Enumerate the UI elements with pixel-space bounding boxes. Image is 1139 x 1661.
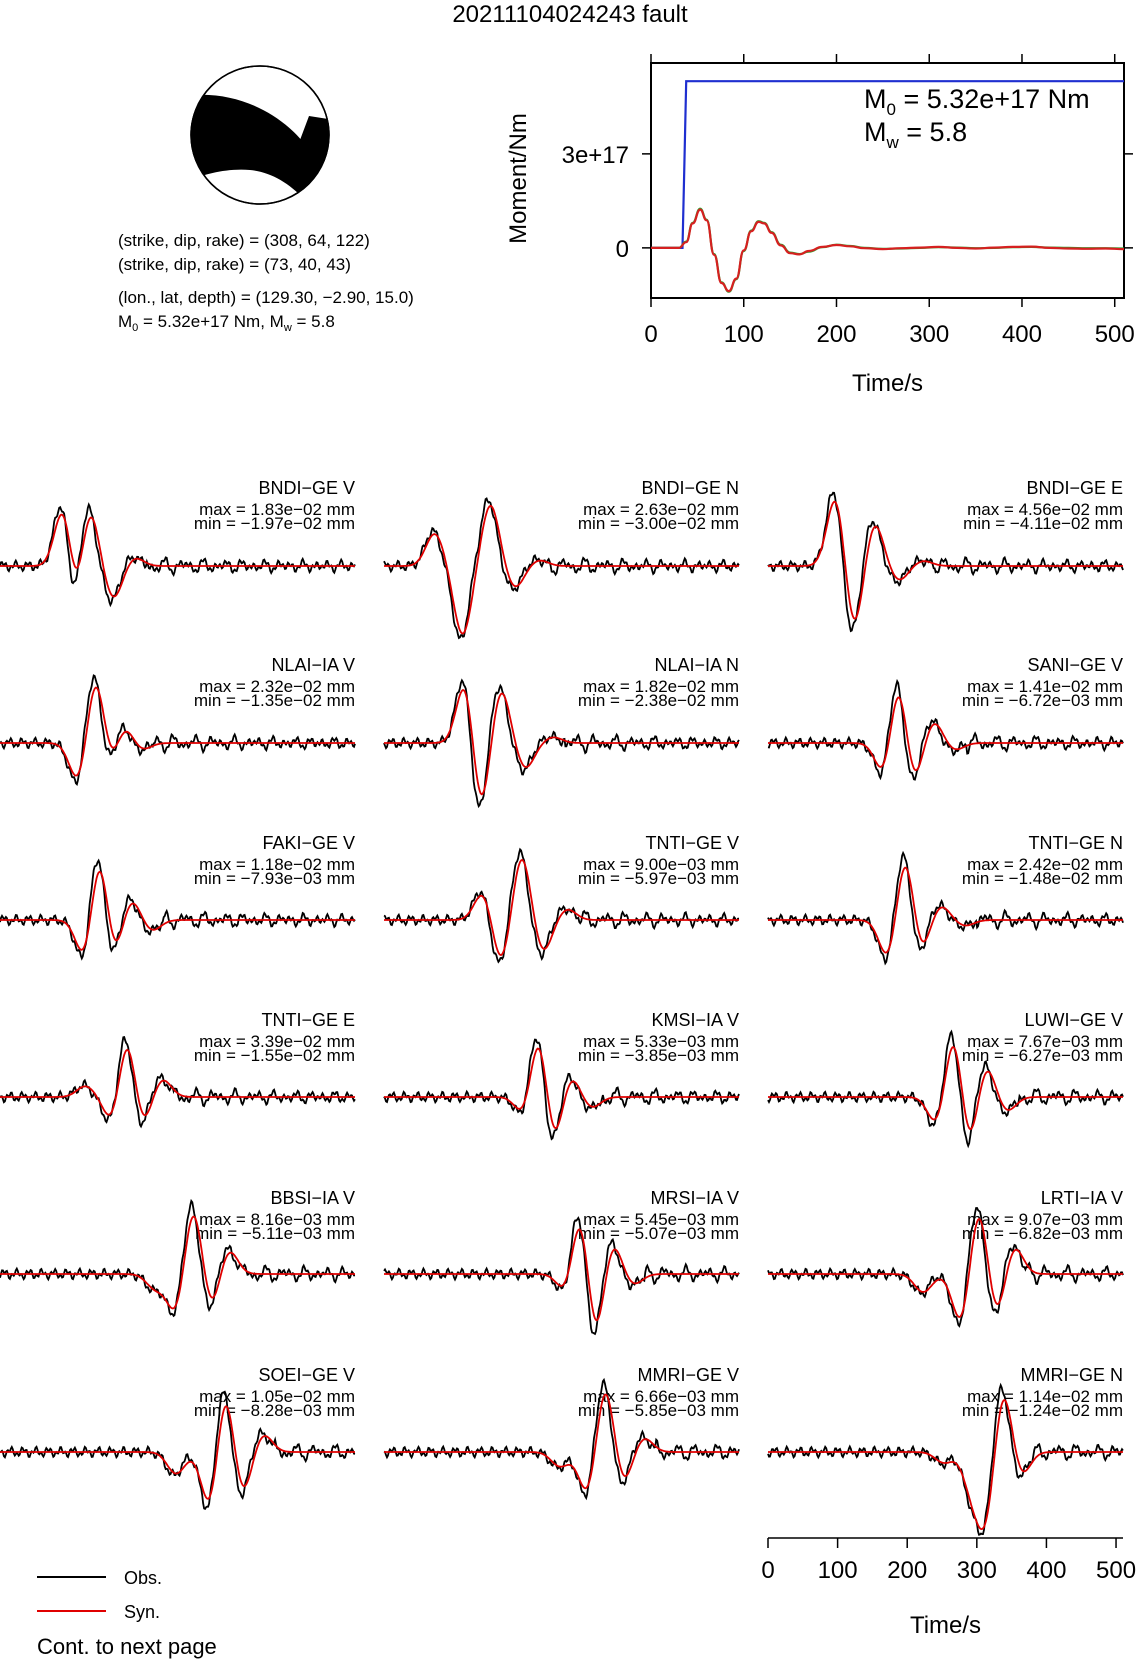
synthetic-trace	[0, 1406, 355, 1498]
waveform-panel	[768, 1188, 1123, 1326]
station-max: max = 7.67e−03 mm	[967, 1032, 1123, 1051]
waveform-panel	[0, 655, 355, 784]
moment-xtick-label: 300	[909, 321, 950, 348]
moment-xlabel: Time/s	[851, 370, 924, 397]
moment-xtick-label: 0	[644, 321, 658, 348]
station-name: BNDI−GE V	[258, 478, 355, 498]
time-axis-tick-label: 200	[887, 1557, 928, 1584]
waveform-panel	[0, 833, 355, 958]
waveform-panel	[768, 1010, 1123, 1146]
station-max: max = 3.39e−02 mm	[199, 1032, 355, 1051]
waveform-time-axis	[761, 1538, 1136, 1639]
station-min: min = −1.55e−02 mm	[193, 1046, 355, 1065]
station-min: min = −1.35e−02 mm	[193, 691, 355, 710]
station-name: LRTI−IA V	[1040, 1188, 1123, 1208]
waveform-panel	[768, 833, 1123, 963]
mechanism-info	[118, 231, 414, 334]
moment-plot	[505, 54, 1135, 397]
waveform-grid	[0, 478, 1123, 1535]
station-min: min = −6.82e−03 mm	[961, 1224, 1123, 1243]
station-max: max = 1.18e−02 mm	[199, 855, 355, 874]
station-name: MMRI−GE V	[637, 1365, 739, 1385]
station-min: min = −3.85e−03 mm	[577, 1046, 739, 1065]
waveform-panel	[384, 655, 739, 806]
station-max: max = 2.32e−02 mm	[199, 677, 355, 696]
station-min: min = −5.11e−03 mm	[195, 1224, 355, 1243]
station-max: max = 5.45e−03 mm	[583, 1210, 739, 1229]
station-name: NLAI−IA N	[654, 655, 739, 675]
legend-obs-label: Obs.	[124, 1568, 163, 1588]
station-max: max = 5.33e−03 mm	[583, 1032, 739, 1051]
station-max: max = 1.14e−02 mm	[967, 1387, 1123, 1406]
station-max: max = 1.41e−02 mm	[967, 677, 1123, 696]
station-name: KMSI−IA V	[651, 1010, 739, 1030]
beachball-icon	[180, 66, 335, 204]
station-min: min = −2.38e−02 mm	[577, 691, 739, 710]
station-max: max = 4.56e−02 mm	[967, 500, 1123, 519]
station-min: min = −6.72e−03 mm	[961, 691, 1123, 710]
station-min: min = −5.85e−03 mm	[577, 1401, 739, 1420]
continue-note: Cont. to next page	[37, 1634, 217, 1659]
moment-rate-line-a	[651, 209, 1124, 292]
station-min: min = −6.27e−03 mm	[961, 1046, 1123, 1065]
station-name: SOEI−GE V	[258, 1365, 355, 1385]
moment-xtick-label: 100	[723, 321, 764, 348]
station-name: NLAI−IA V	[271, 655, 355, 675]
moment-ytick-label: 0	[615, 235, 629, 263]
station-max: max = 1.82e−02 mm	[583, 677, 739, 696]
station-min: min = −5.97e−03 mm	[577, 869, 739, 888]
station-max: max = 8.16e−03 mm	[199, 1210, 355, 1229]
waveform-panel	[0, 1010, 355, 1126]
station-name: FAKI−GE V	[262, 833, 355, 853]
station-name: TNTI−GE V	[645, 833, 739, 853]
moment-ytick-label: 3e+17	[561, 141, 629, 169]
waveform-panel	[384, 1365, 739, 1498]
moment-xtick-label: 400	[1001, 321, 1043, 348]
time-axis-label: Time/s	[909, 1612, 982, 1639]
station-max: max = 1.83e−02 mm	[199, 500, 355, 519]
moment-rate-line-b	[651, 210, 1124, 292]
time-axis-tick-label: 300	[956, 1557, 997, 1584]
station-name: BNDI−GE E	[1026, 478, 1123, 498]
lon-lat-depth: (lon., lat, depth) = (129.30, −2.90, 15.0)	[118, 288, 414, 307]
legend-syn-label: Syn.	[124, 1602, 161, 1622]
moment-m0-label: $M_0 = 5.32e+17$ Nm	[864, 84, 1090, 119]
moment-mw-label: $M_w = 5.8$	[864, 117, 968, 152]
station-max: max = 6.66e−03 mm	[583, 1387, 739, 1406]
station-name: TNTI−GE N	[1028, 833, 1123, 853]
station-min: min = −1.24e−02 mm	[961, 1401, 1123, 1420]
strike-dip-rake-2: (strike, dip, rake) = (73, 40, 43)	[118, 255, 351, 274]
time-axis-tick-label: 400	[1026, 1557, 1067, 1584]
waveform-panel	[384, 478, 739, 638]
time-axis-tick-label: 0	[761, 1557, 775, 1584]
station-min: min = −1.48e−02 mm	[961, 869, 1123, 888]
station-name: MMRI−GE N	[1020, 1365, 1123, 1385]
moment-magnitude-summary: $M_0 = 5.32e+17$ Nm, $M_w = 5.8$	[118, 312, 335, 334]
page-title: 20211104024243 fault	[452, 1, 688, 28]
station-name: BBSI−IA V	[270, 1188, 355, 1208]
moment-ylabel: Moment/Nm	[505, 113, 532, 244]
moment-xtick-label: 200	[816, 321, 857, 348]
station-min: min = −5.07e−03 mm	[577, 1224, 739, 1243]
station-min: min = −3.00e−02 mm	[577, 514, 739, 533]
legend	[37, 1568, 162, 1622]
time-axis-tick-label: 500	[1096, 1557, 1137, 1584]
waveform-panel	[0, 1188, 355, 1316]
station-max: max = 1.05e−02 mm	[199, 1387, 355, 1406]
station-name: LUWI−GE V	[1024, 1010, 1123, 1030]
station-min: min = −7.93e−03 mm	[193, 869, 355, 888]
station-max: max = 2.63e−02 mm	[583, 500, 739, 519]
waveform-panel	[384, 1010, 739, 1139]
station-name: MRSI−IA V	[650, 1188, 739, 1208]
moment-xtick-label: 500	[1094, 321, 1135, 348]
station-name: BNDI−GE N	[641, 478, 739, 498]
waveform-panel	[768, 478, 1123, 631]
time-axis-tick-label: 100	[817, 1557, 858, 1584]
waveform-panel	[384, 833, 739, 962]
station-name: TNTI−GE E	[261, 1010, 355, 1030]
waveform-panel	[0, 478, 355, 605]
waveform-panel	[0, 1365, 355, 1509]
station-max: max = 9.00e−03 mm	[583, 855, 739, 874]
station-min: min = −4.11e−02 mm	[963, 514, 1123, 533]
station-max: max = 2.42e−02 mm	[967, 855, 1123, 874]
station-min: min = −8.28e−03 mm	[193, 1401, 355, 1420]
waveform-panel	[768, 1365, 1123, 1535]
strike-dip-rake-1: (strike, dip, rake) = (308, 64, 122)	[118, 231, 370, 250]
station-min: min = −1.97e−02 mm	[193, 514, 355, 533]
station-name: SANI−GE V	[1027, 655, 1123, 675]
waveform-panel	[384, 1188, 739, 1334]
synthetic-trace	[384, 1229, 739, 1320]
station-max: max = 9.07e−03 mm	[967, 1210, 1123, 1229]
waveform-panel	[768, 655, 1123, 780]
